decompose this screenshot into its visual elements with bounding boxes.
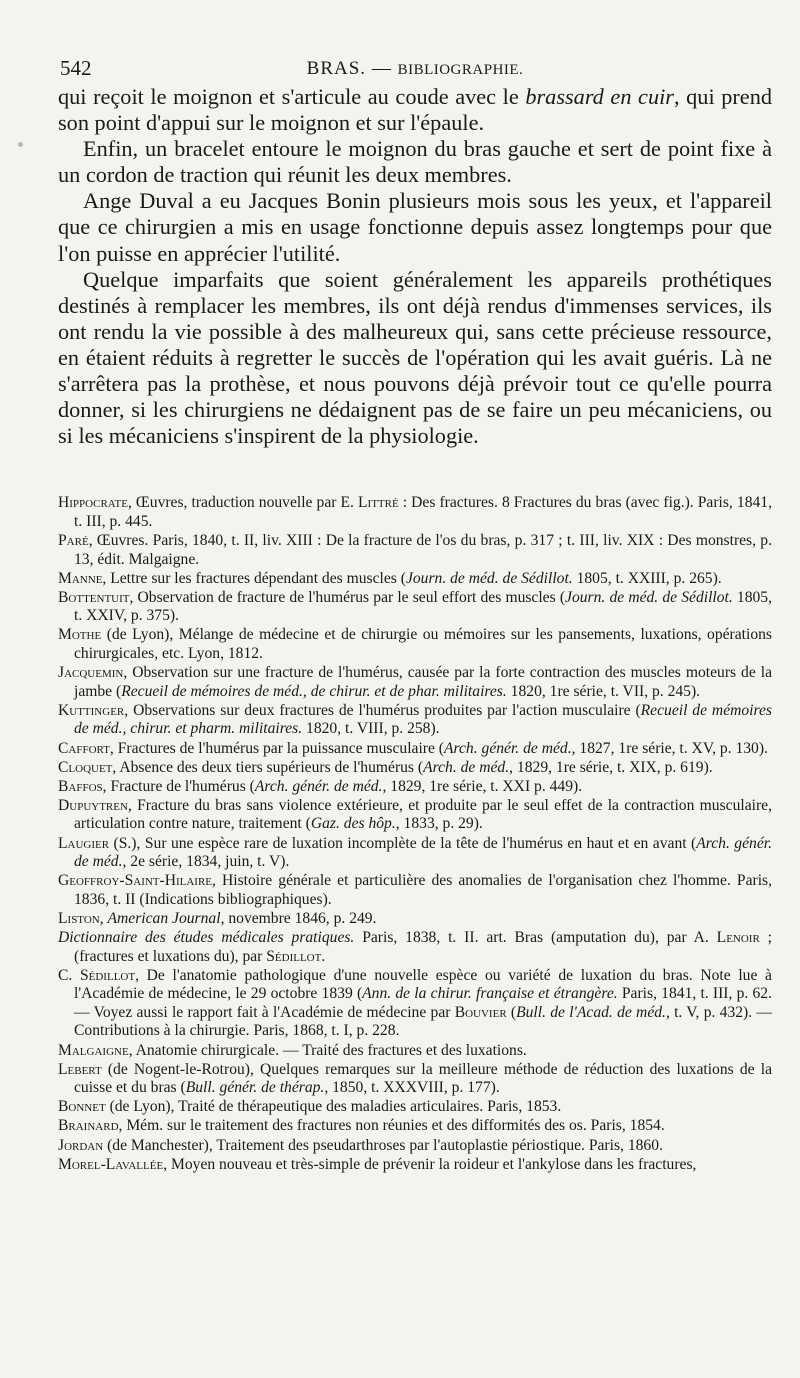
bibliography-entry [58, 1098, 772, 1117]
entry-text: , novembre 1846, p. 249. [220, 909, 377, 927]
entry-source-title: Arch. de méd. [423, 758, 510, 776]
entry-text: , Observations sur deux fractures de l'humérus produites par l'action musculaire ( [124, 701, 641, 719]
bibliography-entry [58, 967, 772, 1041]
entry-text: 1820, 1re série, t. VII, p. 245). [506, 682, 701, 700]
paragraph-1: qui reçoit le moignon et s'articule au coude avec le brassard en cuir, qui prend son point d'appui sur le moignon et sur l'épaule. [58, 84, 772, 136]
entry-author: Kuttinger [58, 701, 125, 719]
entry-text: (de Lyon), Mélange de médecine et de chirurgie ou mémoires sur les pansements, luxations, opérations chirurgicales, etc. Lyon, 1812. [74, 626, 772, 663]
bibliography-entry [58, 929, 772, 966]
bibliography-entry [58, 910, 772, 929]
bibliography-entry [58, 1061, 772, 1098]
running-title-separator: — [371, 58, 392, 79]
entry-source-title: Recueil de mémoires de méd., chirur. et pharm. militaires. [74, 701, 772, 738]
running-head [58, 50, 772, 84]
paragraph-2: Enfin, un bracelet entoure le moignon du bras gauche et sert de point fixe à un cordon de traction qui réunit les deux membres. [58, 136, 772, 188]
entry-text: , Lettre sur les fractures dépendant des muscles ( [102, 569, 406, 587]
entry-text: 1805, t. XXIII, p. 265). [572, 569, 722, 587]
entry-text: Lenoir [716, 928, 760, 946]
entry-text: 1820, t. VIII, p. 258). [302, 720, 440, 738]
entry-text: , Observation de fracture de l'humérus par le seul effort des muscles ( [129, 588, 566, 606]
paragraph-1-emphasis: brassard en cuir [525, 84, 674, 109]
running-title-main: BRAS. [306, 58, 367, 79]
entry-text: ; (fractures et luxations du), par [74, 928, 773, 965]
bibliography-entry [58, 570, 772, 589]
entry-text: Paris, 1841, t. III, p. 62. — Voyez aussi le rapport fait à l'Académie de médecine par [74, 985, 772, 1021]
bibliography-entry [58, 835, 772, 872]
entry-text: , 1850, t. XXXVIII, p. 177). [324, 1079, 500, 1097]
running-title [58, 58, 772, 80]
entry-author: Hippocrate [58, 494, 128, 512]
entry-author: Paré [58, 532, 89, 549]
entry-text: , Fracture de l'humérus ( [102, 777, 255, 795]
entry-source-title: Ann. de la chirur. française et étrangère. [362, 985, 618, 1003]
entry-author: Liston [58, 909, 100, 927]
bibliography-entry [58, 702, 772, 739]
entry-text: ( [506, 1003, 517, 1021]
entry-text: : Des fractures. 8 Fractures du bras (avec fig.). Paris, 1841, t. III, p. 445. [74, 494, 772, 530]
entry-source-title: Bull. génér. de thérap. [185, 1079, 325, 1097]
main-text [58, 84, 772, 449]
paragraph-3: Ange Duval a eu Jacques Bonin plusieurs mois sous les yeux, et l'appareil que ce chirurgien a mis en usage fonctionne depuis assez longtemps pour que l'on puisse en apprécier l'utilité. [58, 188, 772, 266]
entry-text: (de Nogent-le-Rotrou), Quelques remarques sur la meilleure méthode de réduction des luxations de la cuisse et du bras ( [74, 1060, 772, 1097]
entry-text: (de Lyon), Traité de thérapeutique des maladies articulaires. Paris, 1853. [105, 1098, 562, 1116]
entry-text: , [99, 909, 108, 927]
entry-text: , Fracture du bras sans violence extérieure, et produite par le seul effet de la contraction musculaire, articulation contre nature, traitement ( [74, 796, 772, 833]
entry-author: Bonnet [58, 1098, 106, 1116]
entry-text: , 1829, 1re série, t. XXI p. 449). [382, 777, 583, 795]
bibliography-entry [58, 532, 772, 569]
entry-author: Baffos [58, 777, 103, 795]
bibliography-entry [58, 1137, 772, 1156]
bibliography-entry [58, 1156, 772, 1175]
entry-text: , Observation sur une fracture de l'humérus, causée par la forte contraction des muscles moteurs de la jambe ( [74, 664, 772, 700]
entry-text: , De l'anatomie pathologique d'une nouvelle espèce ou variété de luxation du bras. Note lue à l'Académie de médecine, le 29 octobre 1839 ( [74, 966, 772, 1003]
entry-text: Littré [358, 494, 399, 512]
entry-author: C. Sédillot [58, 966, 136, 984]
entry-text: , 1827, 1re série, t. XV, p. 130). [571, 739, 768, 757]
bibliography-entry [58, 626, 772, 663]
entry-author: Manne [58, 569, 103, 587]
entry-text: 1805, t. XXIV, p. 375). [74, 588, 773, 625]
paper-spot [18, 142, 23, 147]
entry-text: , 1833, p. 29). [395, 815, 483, 833]
entry-author: Lebert [58, 1060, 102, 1078]
entry-text: , Œuvres, traduction nouvelle par E. [127, 494, 358, 512]
entry-text: Bouvier [454, 1003, 507, 1021]
entry-author: Caffort [58, 739, 110, 757]
entry-source-title: Journ. de méd. de Sédillot. [405, 569, 573, 587]
entry-author: Cloquet [58, 758, 113, 776]
bibliography-entry [58, 759, 772, 778]
entry-source-title: American Journal [107, 909, 221, 927]
entry-text: , Anatomie chirurgicale. — Traité des fractures et des luxations. [128, 1041, 527, 1059]
entry-source-title: Arch. génér. de méd. [254, 777, 383, 795]
bibliography-entry [58, 872, 772, 909]
entry-text: , 1829, 1re série, t. XIX, p. 619). [509, 758, 713, 776]
entry-source-title: Arch. génér. de méd. [444, 739, 572, 757]
entry-source-title: Bull. de l'Acad. de méd. [516, 1003, 666, 1021]
entry-source-title: Gaz. des hôp. [310, 815, 396, 833]
entry-text: , Mém. sur le traitement des fractures non réunies et des difformités des os. Paris, 1854. [118, 1117, 665, 1135]
entry-author: Laugier [58, 834, 110, 852]
entry-source-title: Dictionnaire des études médicales pratiques. [58, 928, 355, 946]
paragraph-4: Quelque imparfaits que soient généralement les appareils prothétiques destinés à remplacer les membres, ils ont déjà rendus d'immenses services, ils ont rendu la vie possible à des malheureux qui, sans cette précieuse ressource, en étaient réduits à regretter le succès de l'opération qui les avait guéris. Là ne s'arrêtera pas la prothèse, et nous pouvons déjà prévoir tout ce qu'elle pourra donner, si les chirurgiens ne dédaignent pas de se faire un peu mécaniciens, ou si les mécaniciens s'inspirent de la physiologie. [58, 266, 772, 449]
bibliography-entry [58, 1042, 772, 1061]
bibliography-entry [58, 664, 772, 701]
entry-author: Malgaigne [58, 1041, 129, 1059]
entry-author: Dupuytren [58, 796, 128, 814]
entry-author: Bottentuit [58, 588, 130, 606]
bibliography-list [58, 494, 772, 1174]
bibliography-entry [58, 589, 772, 626]
entry-author: Jordan [58, 1136, 104, 1154]
entry-author: Mothe [58, 626, 102, 644]
entry-text: (de Manchester), Traitement des pseudarthroses par l'autoplastie périostique. Paris, 1860. [103, 1136, 663, 1154]
entry-source-title: Recueil de mémoires de méd., de chirur. et de phar. militaires. [121, 682, 507, 700]
bibliography-entry [58, 740, 772, 759]
running-title-section: BIBLIOGRAPHIE. [397, 62, 524, 78]
entry-text: , t. V, p. 432). — Contributions à la chirurgie. Paris, 1868, t. I, p. 228. [74, 1003, 772, 1040]
bibliography-entry [58, 494, 772, 531]
entry-text: , Absence des deux tiers supérieurs de l'humérus ( [112, 758, 424, 776]
entry-text: . [321, 947, 326, 965]
entry-author: Jacquemin [58, 664, 124, 682]
entry-text: , 2e série, 1834, juin, t. V). [122, 853, 290, 871]
entry-text: Paris, 1838, t. II. art. Bras (amputation du), par A. [354, 928, 717, 946]
entry-source-title: Journ. de méd. de Sédillot. [565, 588, 733, 606]
entry-text: , Moyen nouveau et très-simple de prévenir la roideur et l'ankylose dans les fractures, [163, 1155, 697, 1173]
page-number: 542 [60, 56, 92, 80]
entry-text: (S.), Sur une espèce rare de luxation incomplète de la tête de l'humérus en haut et en avant ( [109, 834, 697, 852]
entry-text: , Fractures de l'humérus par la puissance musculaire ( [109, 739, 444, 757]
entry-author: Morel-Lavallée [58, 1155, 164, 1173]
entry-source-title: Arch. génér. de méd. [74, 834, 772, 871]
bibliography-entry [58, 797, 772, 834]
entry-text: Sédillot [266, 947, 322, 965]
bibliography-entry [58, 778, 772, 797]
entry-author: Brainard [58, 1117, 119, 1135]
entry-text: , Histoire générale et particulière des anomalies de l'organisation chez l'homme. Paris, 1836, t. II (Indications bibliographiques). [74, 872, 772, 908]
bibliography-entry [58, 1117, 772, 1136]
entry-text: , Œuvres. Paris, 1840, t. II, liv. XIII : De la fracture de l'os du bras, p. 317 ; t. III, liv. XIX : Des monstres, p. 13, édit. Malgaigne. [74, 532, 772, 568]
entry-author: Geoffroy-Saint-Hilaire [58, 872, 213, 890]
